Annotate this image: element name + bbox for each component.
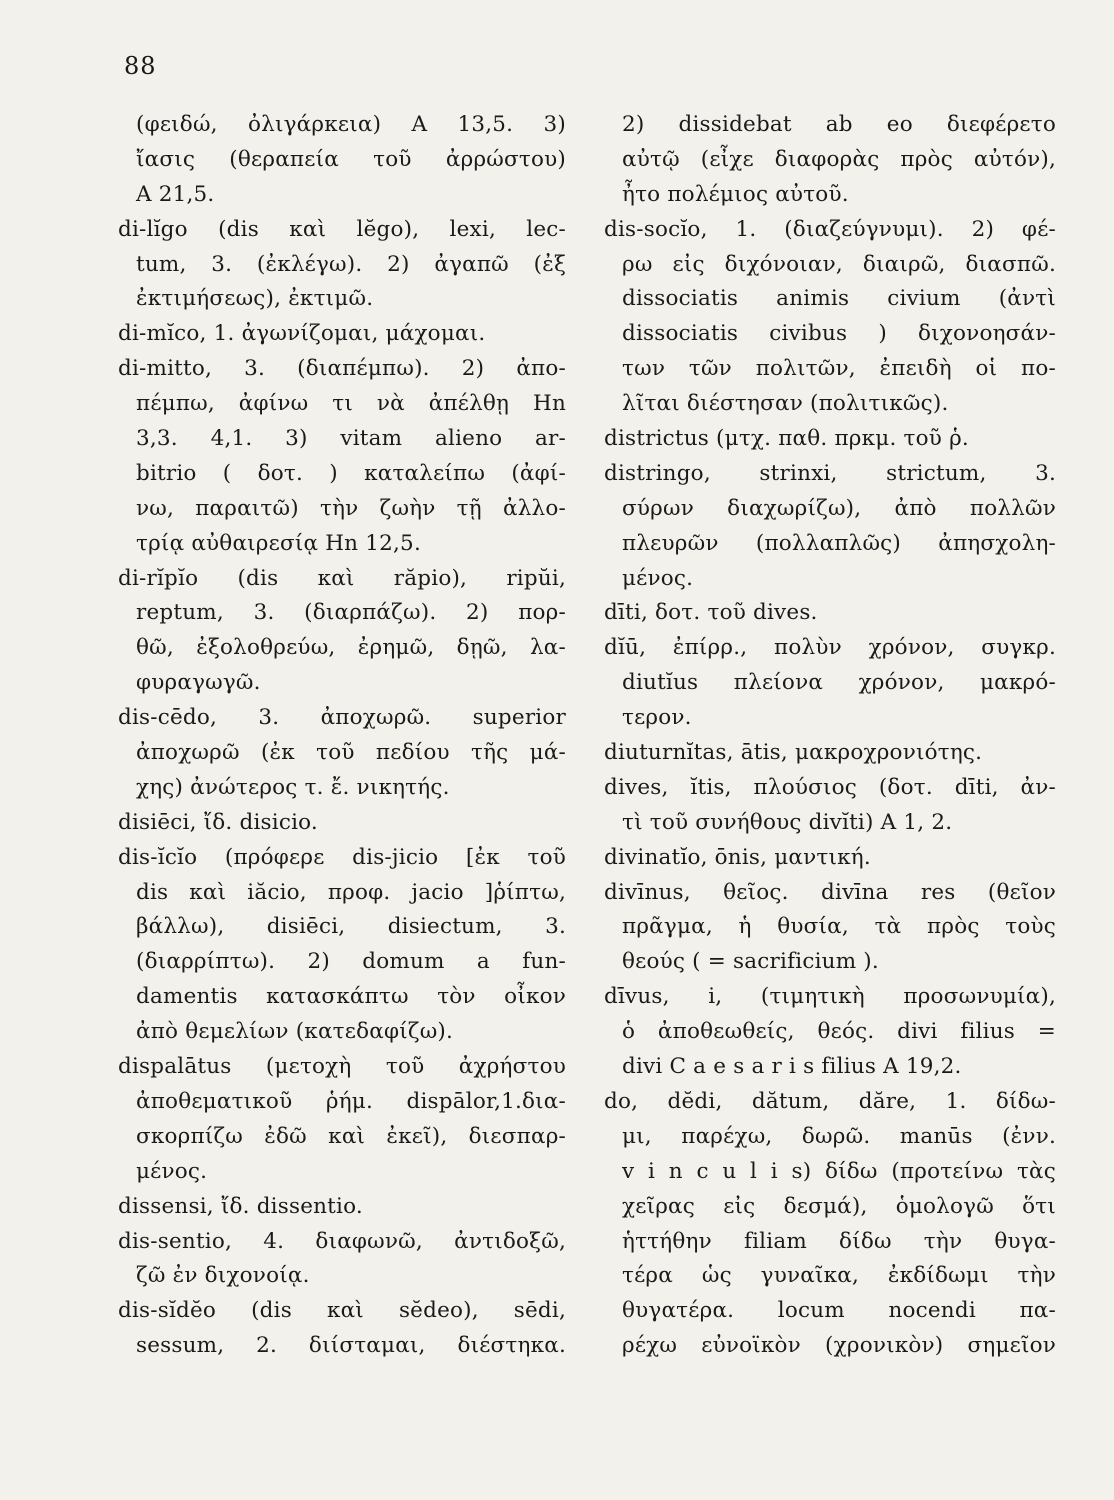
text-line: A 21,5. [136,181,215,207]
text-line: dīvus, i, (τιμητικὴ προσωνυμία), [604,984,1056,1010]
text-line: τερον. [622,705,692,731]
text-line: ἀποθεματικοῦ ῥήμ. dispālor,1.δια- [136,1088,566,1114]
text-line: damentis κατασκάπτω τὸν οἶκον [136,984,566,1010]
text-line: ἴασις (θεραπεία τοῦ ἀρρώστου) [136,146,566,172]
text-line: θυγατέρα. locum nocendi πα- [622,1298,1056,1324]
text-line: di-mitto, 3. (διαπέμπω). 2) ἀπο- [118,356,566,382]
text-line: dispalātus (μετοχὴ τοῦ ἀχρήστου [118,1054,566,1080]
text-line: πέμπω, ἀφίνω τι νὰ ἀπέλθῃ Hn [136,391,566,417]
left-column [118,108,566,1364]
text-line: tum, 3. (ἐκλέγω). 2) ἀγαπῶ (ἐξ [136,251,566,277]
text-line: ὁ ἀποθεωθείς, θεός. divi filius = [622,1019,1056,1045]
text-line: diutĭus πλείονα χρόνον, μακρό- [622,670,1056,696]
text-line: di-lĭgo (dis καὶ lĕgo), lexi, lec- [118,216,566,242]
text-line: dis-ĭcĭo (πρόφερε dis-jicio [ἐκ τοῦ [118,844,566,870]
text-line: (φειδώ, ὀλιγάρκεια) A 13,5. 3) [136,112,566,137]
text-line: 3,3. 4,1. 3) vitam alieno ar- [136,426,566,452]
text-line: σκορπίζω ἐδῶ καὶ ἐκεῖ), διεσπαρ- [136,1123,566,1149]
text-line: μένος. [136,1158,208,1184]
text-line: θῶ, ἐξολοθρεύω, ἐρημῶ, δῃῶ, λα- [136,635,566,661]
text-line: disiēci, ἴδ. disicio. [118,809,318,835]
text-line: τέρα ὡς γυναῖκα, ἐκδίδωμι τὴν [622,1263,1056,1289]
text-line: βάλλω), disiēci, disiectum, 3. [136,914,566,940]
text-line: ἦτο πολέμιος αὐτοῦ. [622,181,849,207]
text-line: ἀπὸ θεμελίων (κατεδαφίζω). [136,1019,454,1045]
text-line: 2) dissidebat ab eo διεφέρετο [622,112,1056,137]
text-line: ζῶ ἐν διχονοίᾳ. [136,1263,310,1289]
text-line: τὶ τοῦ συνήθους divĭti) A 1, 2. [622,809,953,835]
text-line: do, dĕdi, dătum, dăre, 1. δίδω- [604,1088,1056,1114]
text-line: di-rĭpĭo (dis καὶ răpio), ripŭi, [118,565,566,591]
text-line: dis-sĭdĕo (dis καὶ sĕdeo), sēdi, [118,1298,566,1324]
text-line: αὐτῷ (εἶχε διαφορὰς πρὸς αὐτόν), [622,146,1056,172]
text-line: dissensi, ἴδ. dissentio. [118,1193,363,1219]
text-line: dis-socĭo, 1. (διαζεύγνυμι). 2) φέ- [604,216,1056,242]
text-line: dis-cēdo, 3. ἀποχωρῶ. superior [118,705,566,731]
text-line: ἀποχωρῶ (ἐκ τοῦ πεδίου τῆς μά- [136,740,566,766]
text-line: σύρων διαχωρίζω), ἀπὸ πολλῶν [622,495,1056,521]
text-line: dis-sentio, 4. διαφωνῶ, ἀντιδοξῶ, [118,1228,566,1254]
text-line: μένος. [622,565,694,591]
text-line: ρέχω εὐνοϊκὸν (χρονικὸν) σημεῖον [622,1333,1056,1359]
text-line: bitrio ( δοτ. ) καταλείπω (ἀφί- [136,460,566,486]
text-line: v i n c u l i s) δίδω (προτείνω τὰς [622,1158,1056,1184]
text-line: ἐκτιμήσεως), ἐκτιμῶ. [136,286,374,312]
text-line: θεούς ( = sacrificium ). [622,949,879,975]
text-line: di-mĭco, 1. ἀγωνίζομαι, μάχομαι. [118,321,486,347]
text-line: τρίᾳ αὐθαιρεσίᾳ Hn 12,5. [136,530,421,556]
text-line: sessum, 2. διίσταμαι, διέστηκα. [136,1333,566,1359]
text-line: φυραγωγῶ. [136,670,261,696]
text-line: πλευρῶν (πολλαπλῶς) ἀπησχολη- [622,530,1056,556]
right-column [604,108,1056,1364]
text-line: πρᾶγμα, ἡ θυσία, τὰ πρὸς τοὺς [622,914,1056,940]
text-line: νω, παραιτῶ) τὴν ζωὴν τῇ ἀλλο- [136,495,566,521]
text-line: divinatĭo, ōnis, μαντική. [604,844,871,870]
text-line: των τῶν πολιτῶν, ἐπειδὴ οἱ πο- [622,356,1056,382]
text-line: ἡττήθην filiam δίδω τὴν θυγα- [622,1228,1056,1254]
text-line: χεῖρας εἰς δεσμά), ὁμολογῶ ὅτι [622,1193,1056,1219]
text-line: dives, ĭtis, πλούσιος (δοτ. dīti, ἀν- [604,774,1056,800]
text-line: divīnus, θεῖος. divīna res (θεῖον [604,879,1056,905]
text-line: dīti, δοτ. τοῦ dives. [604,600,818,626]
text-line: diuturnĭtas, ātis, μακροχρονιότης. [604,740,983,766]
text-line: μι, παρέχω, δωρῶ. manūs (ἐνν. [622,1123,1056,1149]
text-line: districtus (μτχ. παθ. πρκμ. τοῦ ῥ. [604,426,969,452]
text-line: χης) ἀνώτερος τ. ἔ. νικητής. [136,774,450,800]
text-line: reptum, 3. (διαρπάζω). 2) πορ- [136,600,566,626]
text-line: divi C a e s a r i s filius A 19,2. [622,1054,962,1080]
text-line: ρω εἰς διχόνοιαν, διαιρῶ, διασπῶ. [622,251,1056,277]
text-line: λῖται διέστησαν (πολιτικῶς). [622,391,949,417]
text-line: (διαρρίπτω). 2) domum a fun- [136,949,566,975]
text-line: dissociatis animis civium (ἀντὶ [622,286,1056,312]
text-line: dissociatis civibus ) διχονοησάν- [622,321,1056,347]
page-number: 88 [124,52,157,80]
text-line: distringo, strinxi, strictum, 3. [604,460,1056,486]
text-line: dĭū, ἐπίρρ., πολὺν χρόνον, συγκρ. [604,635,1056,661]
text-line: dis καὶ iăcio, προφ. jacio ]ῥίπτω, [136,879,566,905]
